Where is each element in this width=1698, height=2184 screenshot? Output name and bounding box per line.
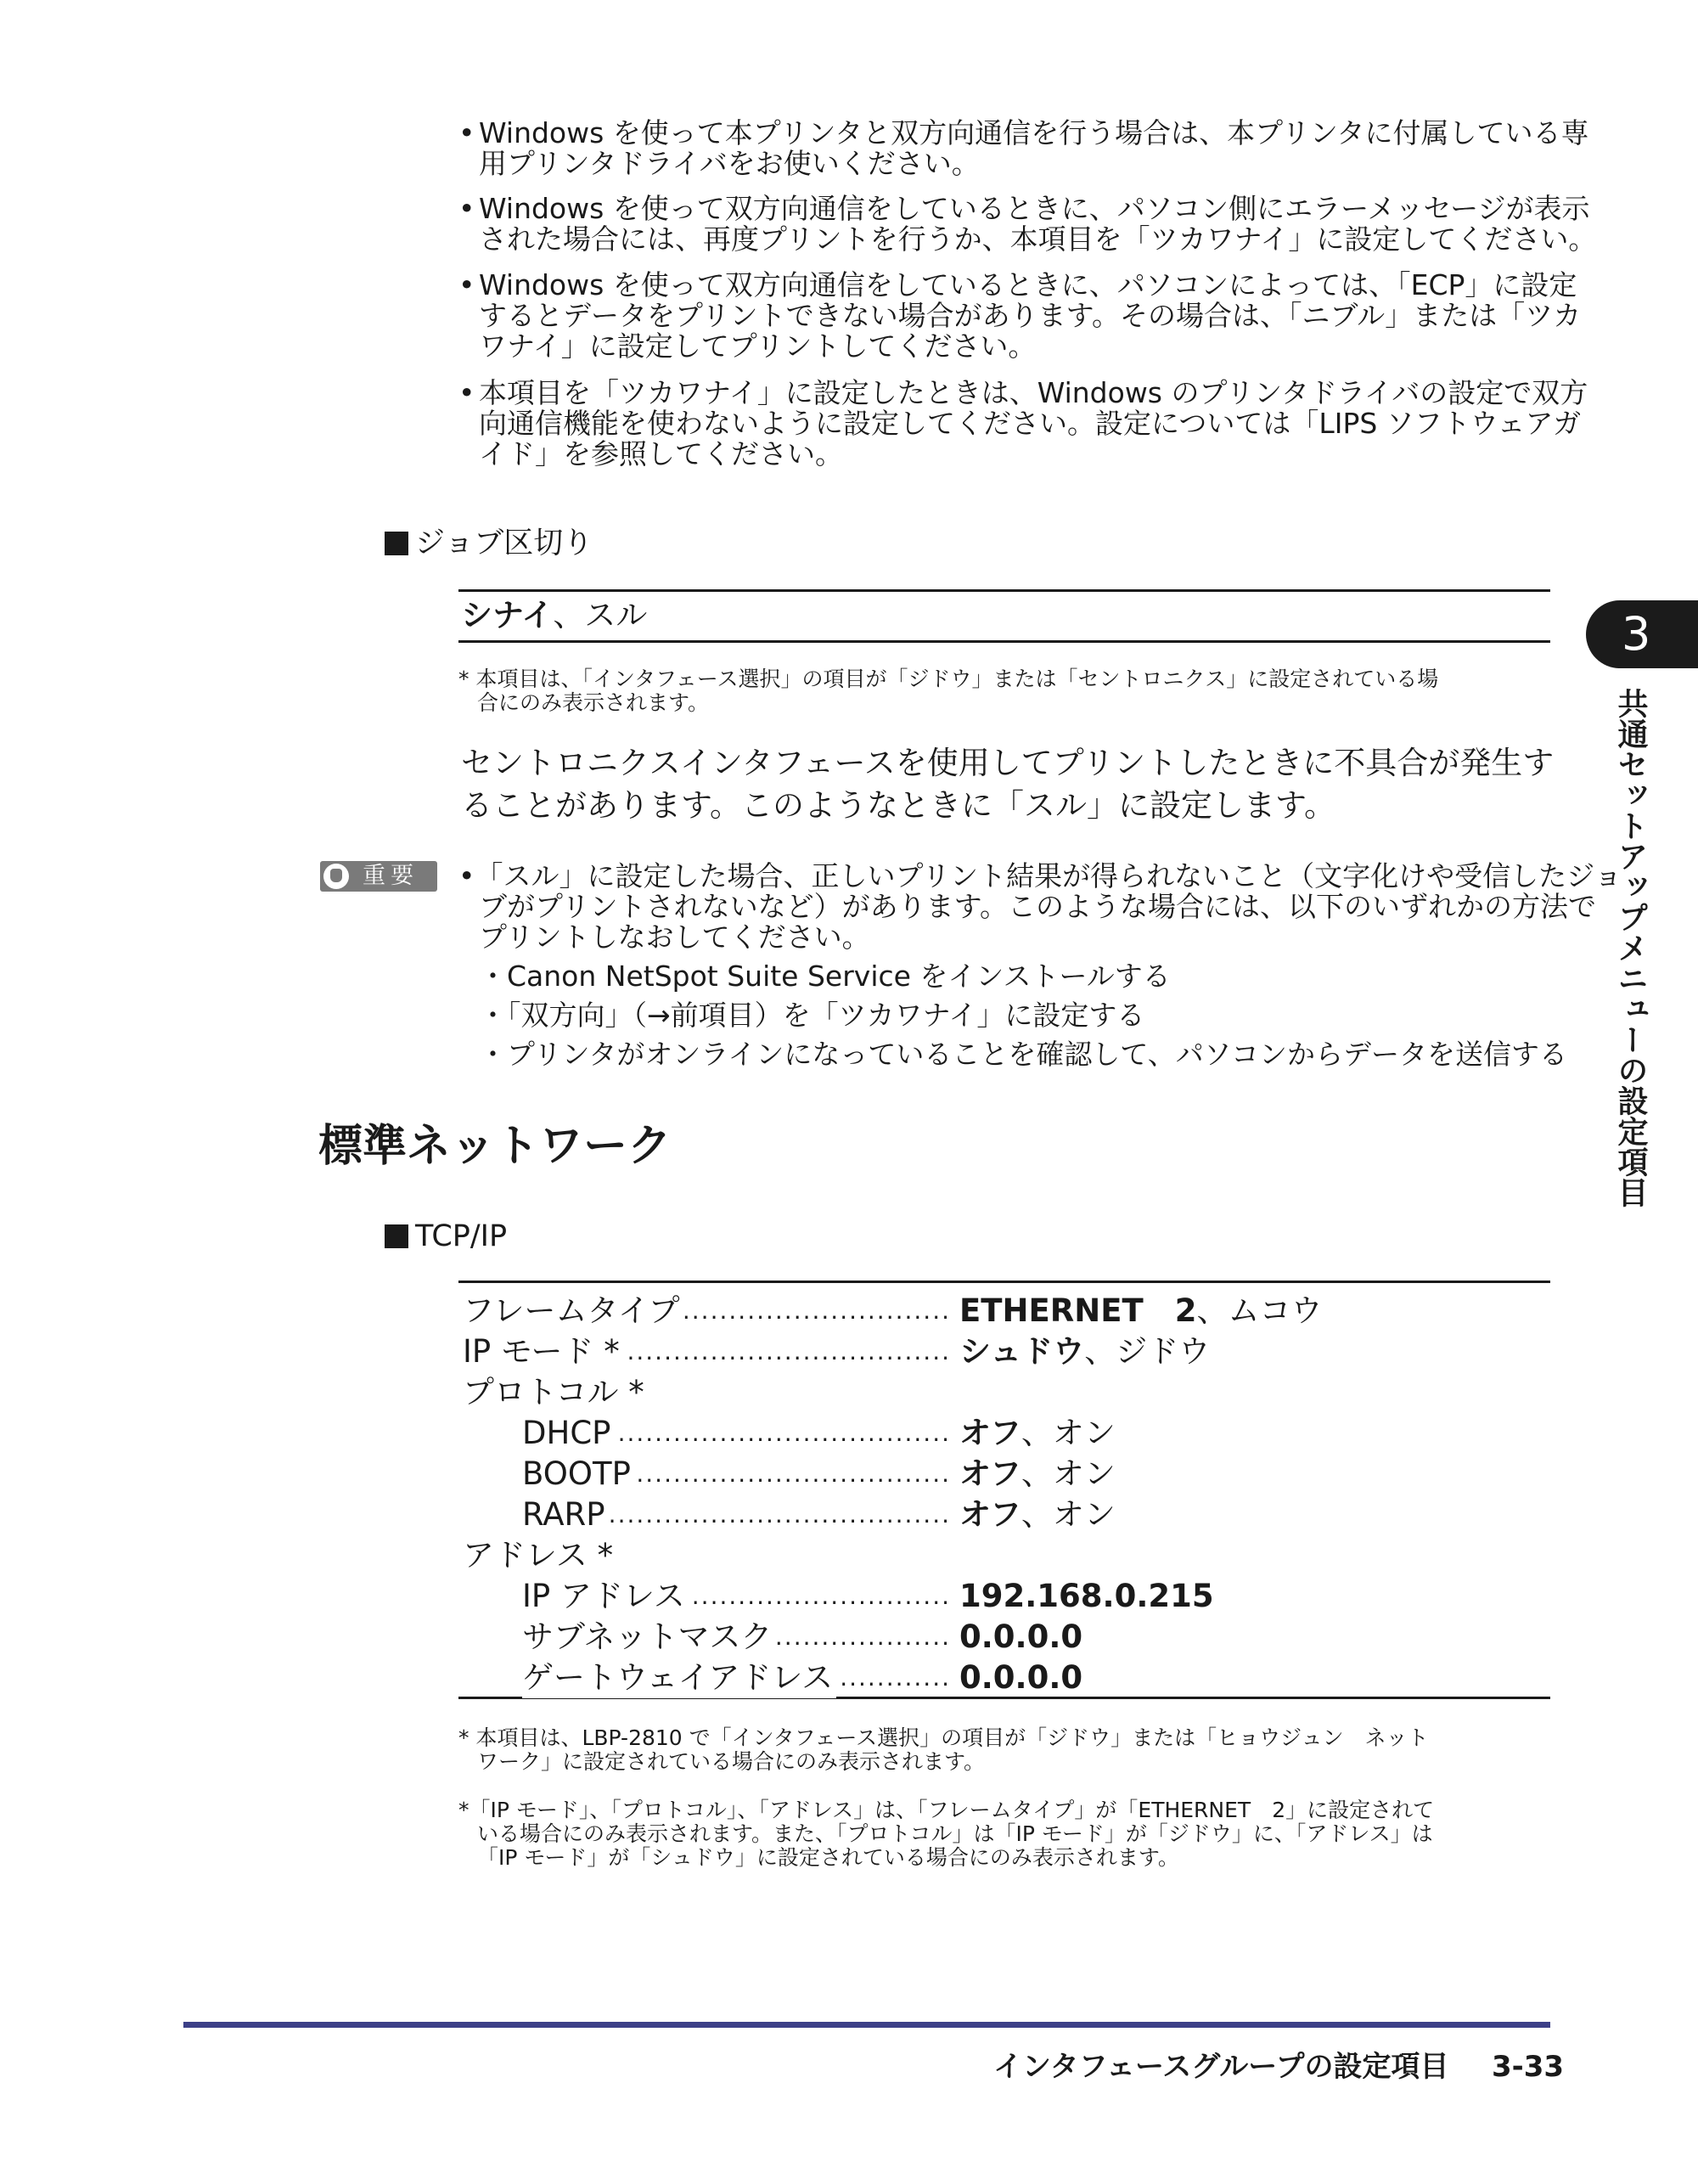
footer-title: インタフェースグループの設定項目 bbox=[993, 2050, 1449, 2084]
setting-value bbox=[959, 1291, 1322, 1331]
default-value: ETHERNET 2 bbox=[959, 1292, 1197, 1329]
bullet: • bbox=[458, 192, 475, 225]
setting-row bbox=[463, 1494, 1549, 1535]
other-values: 、オン bbox=[1020, 1415, 1116, 1451]
setting-label: サブネットマスク bbox=[522, 1617, 776, 1658]
setting-row bbox=[463, 1617, 1549, 1658]
other-values: 、オン bbox=[1020, 1496, 1116, 1533]
important-line: ブがプリントされないなど）があります。このような場合には、以下のいずれかの方法で bbox=[479, 890, 1597, 923]
important-sub-item: ・「双方向」（→前項目）を「ツカワナイ」に設定する bbox=[479, 999, 1145, 1032]
job-description bbox=[461, 742, 1554, 827]
footnote-line: いる場合にのみ表示されます。また、「プロトコル」は「IP モード」が「ジドウ」に、「アドレス」は bbox=[477, 1821, 1433, 1846]
note-line: イド」を参照してください。 bbox=[479, 437, 843, 470]
default-value: オフ bbox=[959, 1455, 1021, 1492]
default-value: 192.168.0.215 bbox=[959, 1578, 1214, 1614]
footnote bbox=[458, 1798, 1434, 1870]
footnote-line: * 本項目は、LBP-2810 で「インタフェース選択」の項目が「ジドウ」または「ヒョウジュン ネット bbox=[458, 1725, 1429, 1750]
note-line: するとデータをプリントできない場合があります。その場合は、「ニブル」または「ツカ bbox=[479, 299, 1582, 332]
other-values: 、ムコウ bbox=[1196, 1292, 1323, 1329]
setting-row bbox=[463, 1576, 1549, 1617]
setting-row bbox=[463, 1372, 1549, 1413]
setting-row bbox=[463, 1535, 1549, 1576]
note-line: Windows を使って双方向通信をしているときに、パソコンによっては、「ECP」に設定 bbox=[479, 268, 1577, 301]
bullet: • bbox=[458, 376, 475, 409]
note-item bbox=[458, 116, 1589, 180]
setting-value bbox=[959, 1331, 1210, 1372]
footnote-line: *「IP モード」、「プロトコル」、「アドレス」は、「フレームタイプ」が「ETHERNET 2」に設定されて bbox=[458, 1798, 1435, 1822]
job-options bbox=[461, 594, 647, 637]
section-title: 標準ネットワーク bbox=[318, 1121, 672, 1172]
chapter-number: 3 bbox=[1622, 607, 1651, 661]
page-number: 3-33 bbox=[1492, 2050, 1565, 2084]
footer-rule bbox=[183, 2022, 1550, 2028]
important-line: プリントしなおしてください。 bbox=[479, 920, 870, 954]
note-line: Windows を使って本プリンタと双方向通信を行う場合は、本プリンタに付属している専 bbox=[479, 116, 1589, 149]
setting-row bbox=[463, 1413, 1549, 1454]
table-top-rule bbox=[458, 589, 1550, 592]
section-heading-text: TCP/IP bbox=[415, 1219, 508, 1253]
setting-label: アドレス * bbox=[463, 1535, 616, 1576]
setting-label: BOOTP bbox=[522, 1454, 634, 1494]
hand-stop-icon bbox=[323, 864, 349, 889]
description-line: セントロニクスインタフェースを使用してプリントしたときに不具合が発生す bbox=[461, 745, 1555, 781]
setting-label: プロトコル * bbox=[463, 1372, 648, 1413]
default-value: シュドウ bbox=[959, 1333, 1085, 1370]
chapter-tab bbox=[1586, 600, 1698, 668]
setting-label: DHCP bbox=[522, 1413, 614, 1454]
important-sub-item: ・Canon NetSpot Suite Service をインストールする bbox=[479, 960, 1171, 993]
setting-label: ゲートウェイアドレス bbox=[522, 1658, 836, 1698]
description-line: ることがあります。このようなときに「スル」に設定します。 bbox=[461, 787, 1336, 824]
note-item bbox=[458, 376, 1588, 470]
setting-value bbox=[959, 1658, 1082, 1698]
setting-value bbox=[959, 1494, 1116, 1535]
footnote-line: 「IP モード」が「シュドウ」に設定されている場合にのみ表示されます。 bbox=[477, 1845, 1179, 1870]
default-value: オフ bbox=[959, 1415, 1021, 1451]
table-bottom-rule bbox=[458, 640, 1550, 643]
bullet: • bbox=[458, 268, 475, 301]
footnote bbox=[458, 667, 1438, 715]
setting-value bbox=[959, 1617, 1082, 1658]
note-line: 用プリンタドライバをお使いください。 bbox=[479, 147, 980, 180]
square-bullet-icon bbox=[385, 1224, 408, 1248]
note-item bbox=[458, 268, 1582, 363]
section-heading-text: ジョブ区切り bbox=[415, 526, 593, 560]
setting-value bbox=[959, 1454, 1116, 1494]
footnote-line: * 本項目は、「インタフェース選択」の項目が「ジドウ」または「セントロニクス」に設定されている場 bbox=[458, 667, 1439, 691]
note-line: Windows を使って双方向通信をしているときに、パソコン側にエラーメッセージが表示 bbox=[479, 192, 1590, 225]
setting-value bbox=[959, 1413, 1116, 1454]
note-line: された場合には、再度プリントを行うか、本項目を「ツカワナイ」に設定してください。 bbox=[479, 222, 1597, 256]
footnote-line: ワーク」に設定されている場合にのみ表示されます。 bbox=[477, 1749, 986, 1774]
table-top-rule bbox=[458, 1281, 1550, 1283]
default-value: 0.0.0.0 bbox=[959, 1659, 1083, 1696]
important-badge-label: 重要 bbox=[363, 863, 419, 889]
setting-label: フレームタイプ bbox=[463, 1291, 683, 1331]
other-options: 、スル bbox=[553, 597, 648, 633]
setting-row bbox=[463, 1658, 1549, 1698]
setting-row bbox=[463, 1331, 1549, 1372]
setting-value bbox=[959, 1576, 1214, 1617]
footnote bbox=[458, 1726, 1429, 1774]
note-line: 本項目を「ツカワナイ」に設定したときは、Windows のプリンタドライバの設定で双方 bbox=[479, 376, 1588, 409]
section-heading-tcpip bbox=[385, 1219, 507, 1253]
other-values: 、オン bbox=[1020, 1455, 1116, 1492]
footnote-line: 合にのみ表示されます。 bbox=[477, 690, 710, 715]
note-item bbox=[458, 192, 1597, 256]
note-line: 向通信機能を使わないように設定してください。設定については「LIPS ソフトウェアガ bbox=[479, 407, 1582, 440]
default-value: オフ bbox=[959, 1496, 1021, 1533]
setting-row bbox=[463, 1454, 1549, 1494]
default-value: 0.0.0.0 bbox=[959, 1618, 1083, 1655]
chapter-title-vertical: 共通セットアップメニューの設定項目 bbox=[1613, 688, 1648, 1207]
important-badge bbox=[320, 861, 437, 892]
default-option: シナイ bbox=[461, 597, 554, 633]
important-line: •「スル」に設定した場合、正しいプリント結果が得られないこと（文字化けや受信したジョ bbox=[458, 859, 1622, 892]
setting-label: IP アドレス bbox=[522, 1576, 689, 1617]
setting-label: RARP bbox=[522, 1494, 609, 1535]
note-line: ワナイ」に設定してプリントしてください。 bbox=[479, 329, 1037, 363]
setting-row bbox=[463, 1291, 1549, 1331]
important-text bbox=[458, 861, 1622, 1070]
other-values: 、ジドウ bbox=[1084, 1333, 1211, 1370]
setting-label: IP モード * bbox=[463, 1331, 623, 1372]
important-sub-item: ・プリンタがオンラインになっていることを確認して、パソコンからデータを送信する bbox=[479, 1038, 1568, 1071]
section-heading-job bbox=[385, 526, 593, 560]
bullet: • bbox=[458, 116, 475, 149]
square-bullet-icon bbox=[385, 532, 408, 555]
